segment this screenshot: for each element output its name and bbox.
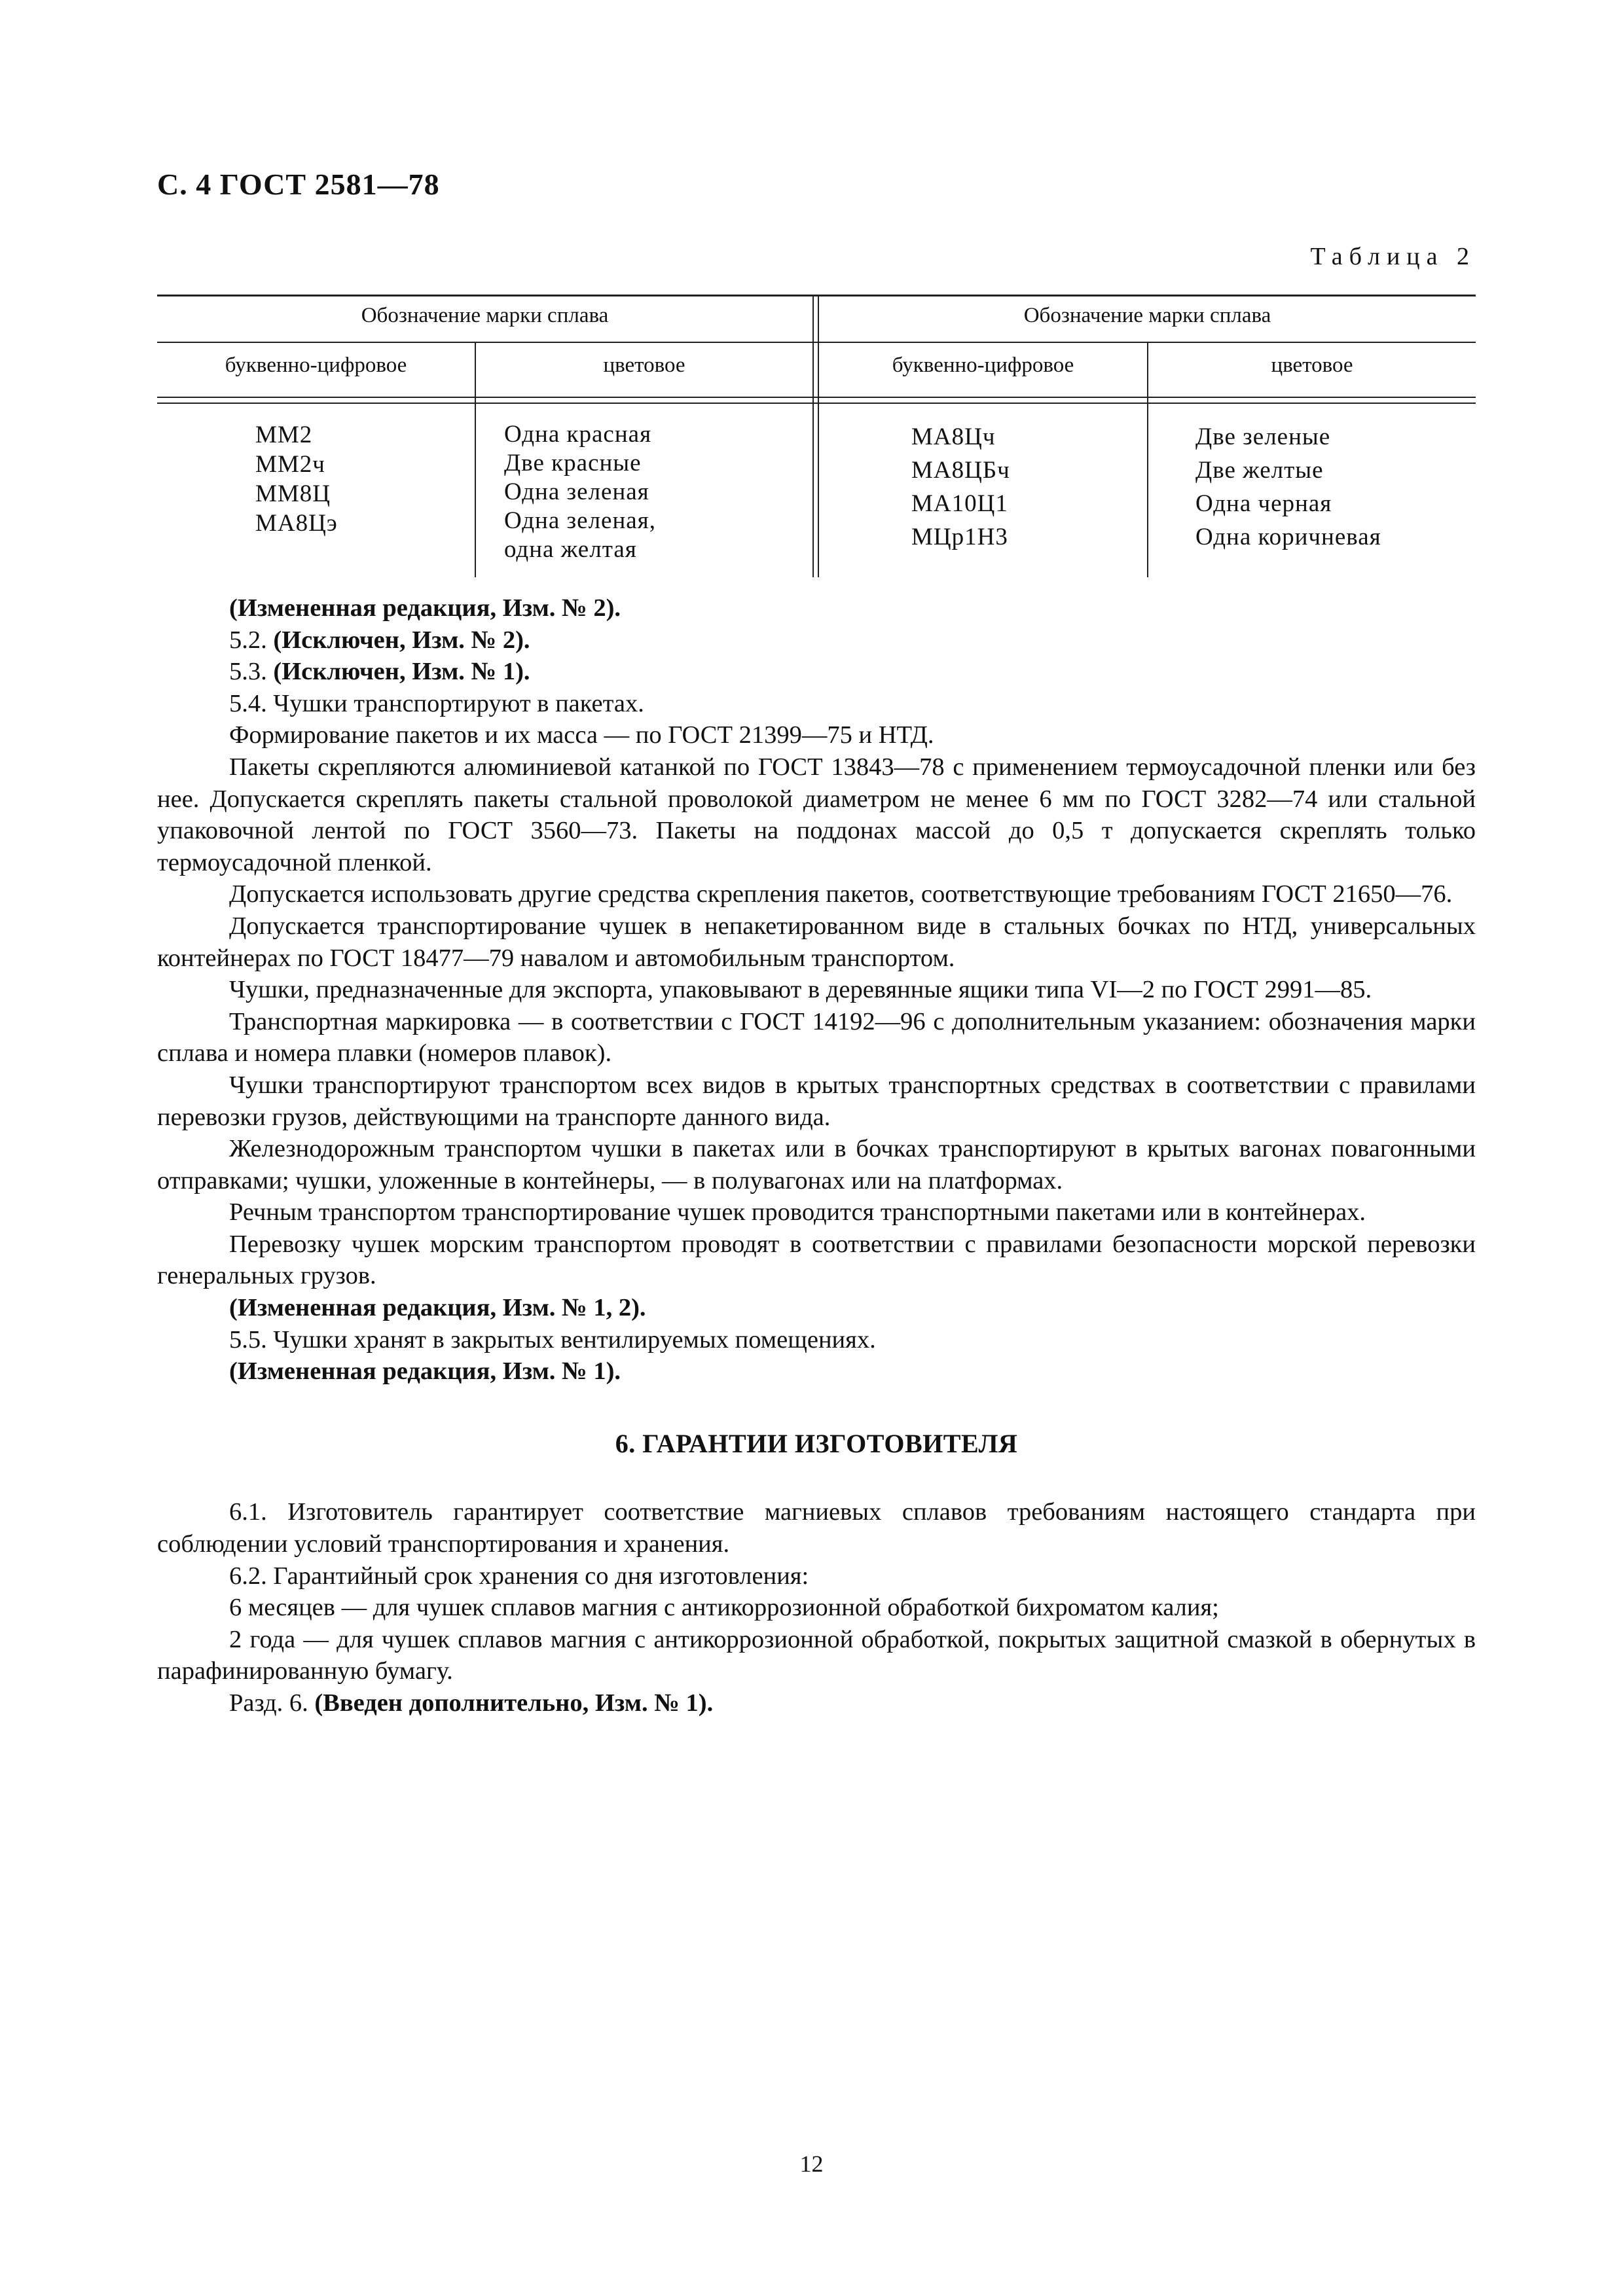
paragraph: Транспортная маркировка — в соответствии с ГОСТ 14192—96 с дополнительным указанием: обозначения марки сплава и номера плавки (номеров плавок). <box>157 1007 1476 1067</box>
amendment-note: (Измененная редакция, Изм. № 1). <box>229 1357 621 1386</box>
group-header-left: Обозначение марки сплава <box>361 304 609 327</box>
cell-right-alnum: МА8Цч МА8ЦБч МА10Ц1 МЦр1Н3 <box>911 423 1010 550</box>
paragraph: 2 года — для чушек сплавов магния с антикоррозионной обработкой, покрытых защитной смазкой в обернутых в парафинированную бумагу. <box>157 1625 1476 1685</box>
clause-5-2: 5.2. (Исключен, Изм. № 2). <box>229 626 530 654</box>
section-title: 6. ГАРАНТИИ ИЗГОТОВИТЕЛЯ <box>615 1428 1018 1458</box>
paragraph: Чушки транспортируют транспортом всех видов в крытых транспортных средствах в соответствии с правилами перевозки грузов, действующими на транспорте данного вида. <box>157 1071 1476 1131</box>
clause-5-5: 5.5. Чушки хранят в закрытых вентилируемых помещениях. <box>229 1325 876 1354</box>
paragraph: Речным транспортом транспортирование чушек проводится транспортными пакетами или в контейнерах. <box>229 1198 1366 1227</box>
paragraph: Формирование пакетов и их масса — по ГОСТ 21399—75 и НТД. <box>229 721 934 749</box>
amendment-note: (Измененная редакция, Изм. № 2). <box>229 594 621 622</box>
paragraph: 6 месяцев — для чушек сплавов магния с антикоррозионной обработкой бихроматом калия; <box>229 1594 1219 1622</box>
cell-left-color: Одна красная Две красные Одна зеленая Одна зеленая, одна желтая <box>504 421 656 563</box>
paragraph: Допускается транспортирование чушек в непакетированном виде в стальных бочках по НТД, универсальных контейнерах по ГОСТ 18477—79 навалом и автомобильным транспортом. <box>157 912 1476 972</box>
column-header-alnum-left: буквенно-цифровое <box>225 353 407 377</box>
alloy-grade-table <box>157 295 1476 577</box>
column-header-color-right: цветовое <box>1271 353 1353 377</box>
column-header-color-left: цветовое <box>603 353 685 377</box>
page-header: С. 4 ГОСТ 2581—78 <box>157 168 440 201</box>
column-header-alnum-right: буквенно-цифровое <box>892 353 1074 377</box>
cell-left-alnum: ММ2 ММ2ч ММ8Ц МА8Цэ <box>255 422 338 537</box>
cell-right-color: Две зеленые Две желтые Одна черная Одна коричневая <box>1195 423 1381 550</box>
clause-5-4: 5.4. Чушки транспортируют в пакетах. <box>229 689 644 717</box>
section-amendment-note: Разд. 6. (Введен дополнительно, Изм. № 1). <box>229 1689 714 1717</box>
clause-6-2: 6.2. Гарантийный срок хранения со дня изготовления: <box>229 1562 809 1590</box>
table-caption: Таблица 2 <box>1310 243 1476 270</box>
group-header-right: Обозначение марки сплава <box>1023 304 1271 327</box>
paragraph: Допускается использовать другие средства скрепления пакетов, соответствующие требованиям ГОСТ 21650—76. <box>229 880 1453 908</box>
paragraph: Железнодорожным транспортом чушки в пакетах или в бочках транспортируют в крытых вагонах повагонными отправками; чушки, уложенные в контейнеры, — в полувагонах или на платформах. <box>157 1135 1476 1194</box>
amendment-note: (Измененная редакция, Изм. № 1, 2). <box>229 1294 646 1322</box>
body-text <box>157 592 1476 1719</box>
paragraph: Чушки, предназначенные для экспорта, упаковывают в деревянные ящики типа VI—2 по ГОСТ 2991—85. <box>229 976 1372 1004</box>
paragraph: Пакеты скрепляются алюминиевой катанкой по ГОСТ 13843—78 с применением термоусадочной пленки или без нее. Допускается скреплять пакеты стальной проволокой диаметром не менее 6 мм по ГОСТ 3282—74 или стальной упаковочной лентой по ГОСТ 3560—73. Пакеты на поддонах массой до 0,5 т допускается скреплять только термоусадочной пленкой. <box>157 753 1476 876</box>
page-number: 12 <box>799 2151 824 2177</box>
paragraph: Перевозку чушек морским транспортом проводят в соответствии с правилами безопасности морской перевозки генеральных грузов. <box>157 1230 1476 1290</box>
clause-6-1: 6.1. Изготовитель гарантирует соответствие магниевых сплавов требованиям настоящего стандарта при соблюдении условий транспортирования и хранения. <box>157 1498 1476 1558</box>
clause-5-3: 5.3. (Исключен, Изм. № 1). <box>229 658 530 686</box>
